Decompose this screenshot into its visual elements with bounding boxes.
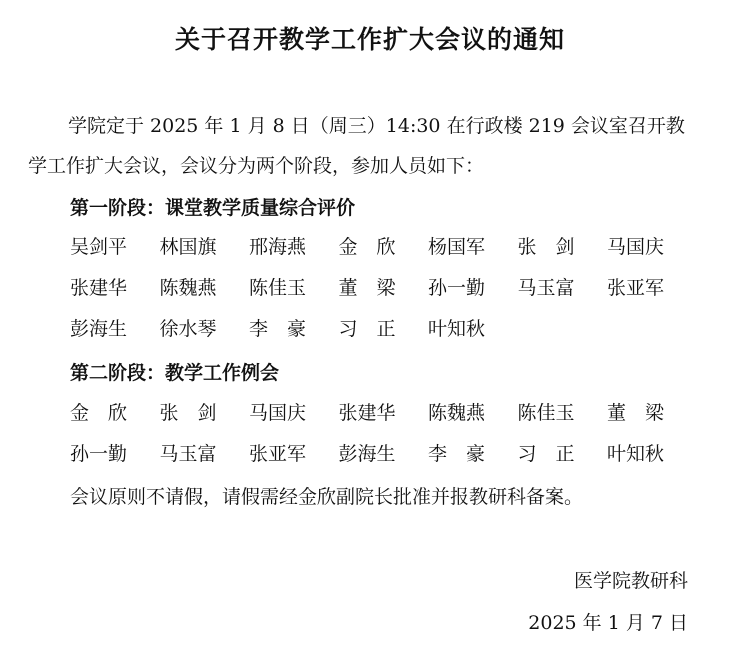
attendee-name: 彭海生 <box>70 318 128 340</box>
attendee-name: 陈魏燕 <box>428 402 486 424</box>
attendee-name: 邢海燕 <box>249 236 307 258</box>
attendee-name: 张 剑 <box>517 236 575 258</box>
attendee-name: 叶知秋 <box>607 443 665 465</box>
attendee-name: 徐水琴 <box>159 318 217 340</box>
attendee-name: 陈佳玉 <box>249 277 307 299</box>
attendee-name: 马玉富 <box>517 277 575 299</box>
intro-paragraph: 学院定于 2025 年 1 月 8 日（周三）14:30 在行政楼 219 会议室召开教学工作扩大会议，会议分为两个阶段，参加人员如下： <box>28 115 685 177</box>
attendee-name: 马国庆 <box>607 236 665 258</box>
attendee-name: 林国旗 <box>159 236 217 258</box>
attendee-name: 董 梁 <box>607 402 665 424</box>
attendee-name: 孙一勤 <box>428 277 486 299</box>
attendee-name: 杨国军 <box>428 236 486 258</box>
signature-date: 2025 年 1 月 7 日 <box>528 612 688 634</box>
attendee-name: 陈魏燕 <box>159 277 217 299</box>
attendee-name: 叶知秋 <box>428 318 486 340</box>
name-row <box>70 268 710 309</box>
name-row <box>70 227 710 268</box>
attendee-name: 习 正 <box>517 443 575 465</box>
attendee-name: 金 欣 <box>70 402 128 424</box>
attendee-name: 李 豪 <box>249 318 307 340</box>
attendee-name: 习 正 <box>338 318 396 340</box>
attendee-name: 张亚军 <box>249 443 307 465</box>
attendee-name: 董 梁 <box>338 277 396 299</box>
attendee-name: 李 豪 <box>428 443 486 465</box>
attendee-name: 马玉富 <box>159 443 217 465</box>
stage1-heading: 第一阶段：课堂教学质量综合评价 <box>70 197 356 219</box>
attendee-name: 彭海生 <box>338 443 396 465</box>
stage1-name-list <box>70 227 710 350</box>
attendee-name: 马国庆 <box>249 402 307 424</box>
name-row <box>70 434 710 475</box>
attendee-name: 金 欣 <box>338 236 396 258</box>
notice-title: 关于召开教学工作扩大会议的通知 <box>174 25 565 54</box>
signature-org: 医学院教研科 <box>573 570 688 592</box>
attendee-name: 张亚军 <box>607 277 665 299</box>
attendee-name: 张 剑 <box>159 402 217 424</box>
name-row <box>70 393 710 434</box>
attendee-name: 张建华 <box>70 277 128 299</box>
stage2-heading: 第二阶段：教学工作例会 <box>70 362 280 384</box>
leave-policy-note: 会议原则不请假，请假需经金欣副院长批准并报教研科备案。 <box>70 486 584 508</box>
name-row <box>70 309 710 350</box>
attendee-name: 张建华 <box>338 402 396 424</box>
attendee-name: 陈佳玉 <box>517 402 575 424</box>
attendee-name: 孙一勤 <box>70 443 128 465</box>
attendee-name: 吴剑平 <box>70 236 128 258</box>
stage2-name-list <box>70 393 710 475</box>
